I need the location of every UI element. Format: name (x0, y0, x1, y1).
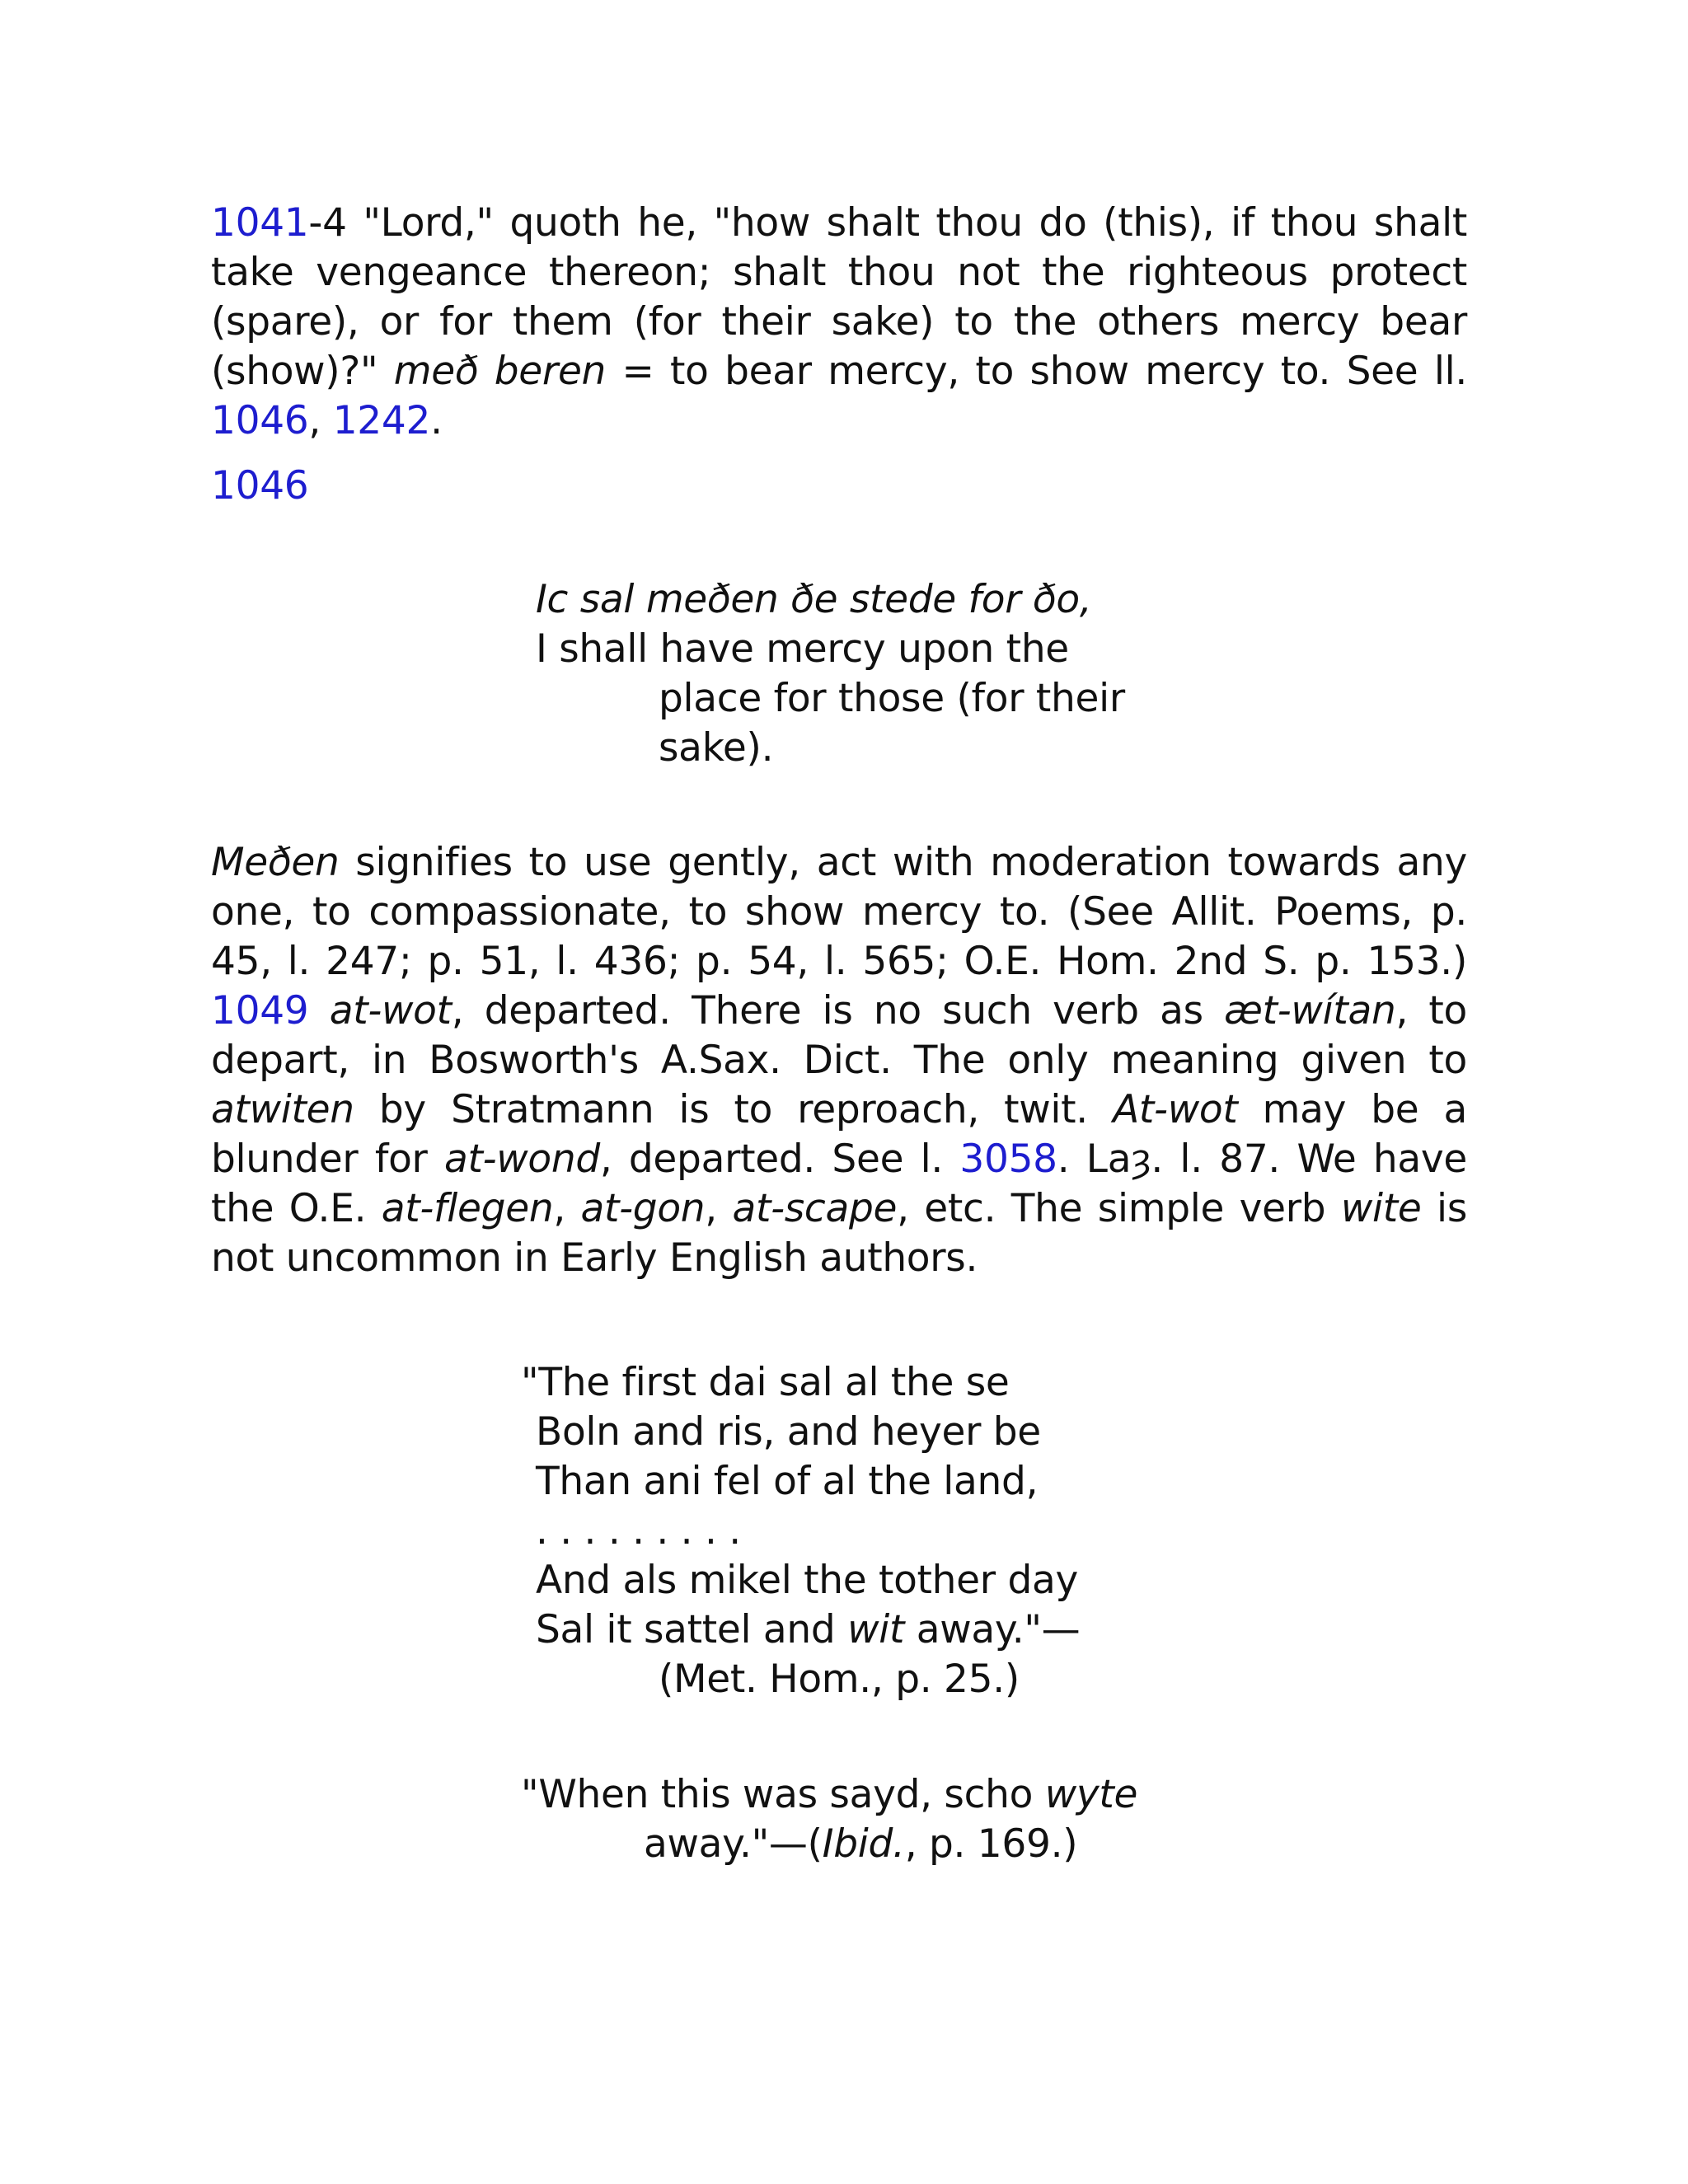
ibid-term: Ibid. (822, 1821, 905, 1867)
wit-term: wit (847, 1607, 905, 1652)
verse-2-line-6-end: away."— (904, 1607, 1081, 1652)
meden-text-10: , (705, 1186, 733, 1231)
verse-2-line-3: Than ani fel of al the land, (536, 1459, 1039, 1504)
verse-2-line-6 (521, 1605, 1080, 1655)
line-ref-link-3058[interactable]: 3058 (959, 1137, 1057, 1182)
verse-2-line-1: "The first dai sal al the se (521, 1360, 1010, 1405)
verse-block-2 (521, 1358, 1080, 1704)
meden-text-2 (308, 988, 329, 1033)
verse-3-line-2-end: , p. 169.) (904, 1821, 1078, 1867)
meden-text-3: , departed. There is no such verb as (451, 988, 1225, 1033)
ref-separator: , (308, 398, 333, 443)
verse-1-line-2: I shall have mercy upon the (536, 626, 1069, 672)
note-1041-text-2: = to bear mercy, to show mercy to. See ll. (606, 349, 1468, 394)
verse-1-line-1: Ic sal meðen ðe stede for ðo, (536, 577, 1092, 622)
meden-term: Meðen (211, 840, 340, 885)
meden-text-11: , etc. The simple verb (897, 1186, 1341, 1231)
meden-text-8: . Laȝ. l. 87. We have the O.E. (211, 1137, 1467, 1231)
verse-3-line-2 (521, 1820, 1137, 1869)
note-meden-paragraph (211, 838, 1467, 1283)
verse-3-line-1-start: "When this was sayd, scho (521, 1772, 1045, 1817)
aet-witan-term: æt-wítan (1224, 988, 1396, 1033)
line-ref-link-1242[interactable]: 1242 (332, 398, 431, 443)
meden-text-9: , (553, 1186, 581, 1231)
wyte-term: wyte (1044, 1772, 1138, 1817)
verse-3-line-2-start: away."—( (644, 1821, 823, 1867)
wite-term: wite (1340, 1186, 1422, 1231)
meden-text-12: is not uncommon in Early English authors. (211, 1186, 1468, 1281)
line-ref-link-1041[interactable]: 1041 (211, 200, 309, 246)
at-gon-term: at-gon (580, 1186, 706, 1231)
at-wot-term-2: At-wot (1113, 1087, 1238, 1132)
verse-2-ellipsis-line: . . . . . . . . . (536, 1508, 741, 1554)
meden-text-4: , to depart, in Bosworth's A.Sax. Dict. The only meaning given to (211, 988, 1467, 1083)
verse-1-line-4: sake). (659, 725, 774, 771)
line-ref-link-1049[interactable]: 1049 (211, 988, 309, 1033)
note-1041-paragraph (211, 199, 1467, 446)
verse-2-citation: (Met. Hom., p. 25.) (659, 1657, 1020, 1702)
verse-2-line-6-start: Sal it sattel and (536, 1607, 848, 1652)
verse-3-line-1 (521, 1770, 1137, 1820)
verse-2-line-5: And als mikel the tother day (536, 1558, 1078, 1603)
meden-text-1: signifies to use gently, act with moderation towards any one, to compassionate, to show mercy to. (See Allit. Poems, p. 45, l. 247; p. 51, l. 436; p. 54, l. 565; O.E. Hom. 2nd S. p. 153.) (211, 840, 1467, 984)
note-1041-end: . (430, 398, 443, 443)
line-ref-link-1046[interactable]: 1046 (211, 398, 309, 443)
verse-block-3 (521, 1770, 1137, 1869)
at-scape-term: at-scape (732, 1186, 898, 1231)
verse-block-1 (536, 575, 1125, 773)
verse-1-line-3: place for those (for their (659, 676, 1125, 721)
note-1041-text: -4 "Lord," quoth he, "how shalt thou do (this), if thou shalt take vengeance thereon; shalt thou not the righteous protect (spare), or for them (for their sake) to the others mercy bear (show)?" (211, 200, 1467, 394)
verse-2-line-2: Boln and ris, and heyer be (536, 1409, 1041, 1455)
at-wond-term: at-wond (443, 1137, 600, 1182)
at-wot-term: at-wot (329, 988, 452, 1033)
note-1041-italic-term: með beren (393, 349, 607, 394)
meden-text-6: may be a blunder for (211, 1087, 1467, 1182)
meden-text-7: , departed. See l. (599, 1137, 960, 1182)
meden-text-5: by Stratmann is to reproach, twit. (354, 1087, 1114, 1132)
atwiten-term: atwiten (211, 1087, 354, 1132)
line-anchor-1046[interactable]: 1046 (211, 463, 309, 509)
at-flegen-term: at-flegen (381, 1186, 554, 1231)
